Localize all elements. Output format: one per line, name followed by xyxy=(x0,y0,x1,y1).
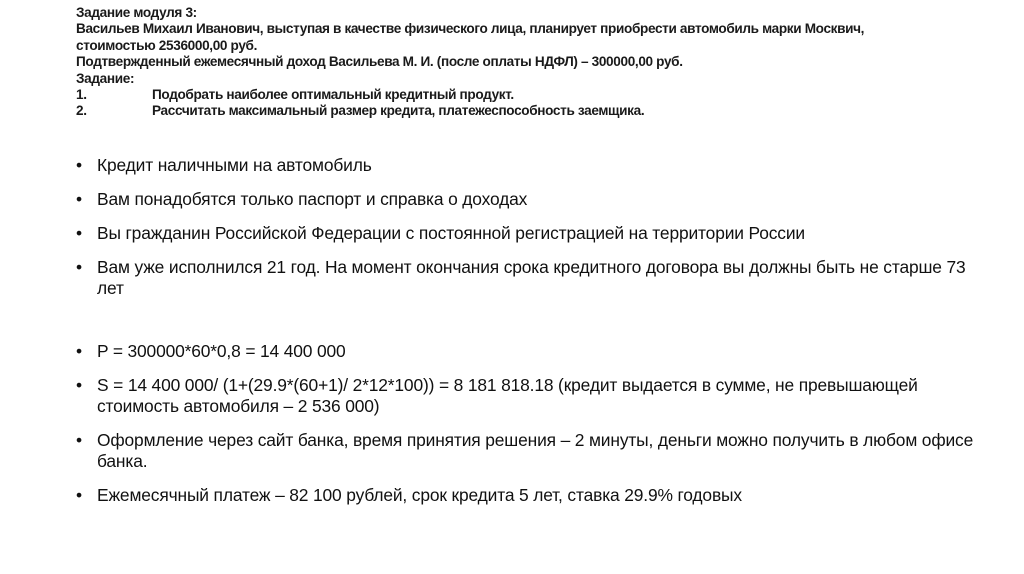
bullet-marker: • xyxy=(76,223,82,243)
task-text: Рассчитать максимальный размер кредита, платежеспособность заемщика. xyxy=(152,103,645,119)
task-description-line: стоимостью 2536000,00 руб. xyxy=(76,37,258,53)
list-item xyxy=(76,223,976,244)
bullet-marker: • xyxy=(76,485,82,505)
task-text: Подобрать наиболее оптимальный кредитный продукт. xyxy=(152,87,514,103)
list-item xyxy=(76,189,976,210)
task-item xyxy=(76,103,976,119)
task-label: Задание: xyxy=(76,70,135,86)
bullet-text: Вы гражданин Российской Федерации с постоянной регистрацией на территории России xyxy=(97,223,805,243)
bullet-text: Оформление через сайт банка, время принятия решения – 2 минуты, деньги можно получить в любом офисе банка. xyxy=(97,430,974,471)
bullet-text: P = 300000*60*0,8 = 14 400 000 xyxy=(97,341,346,361)
task-description-line: Васильев Михаил Иванович, выступая в качестве физического лица, планирует приобрести автомобиль марки Москвич, xyxy=(76,21,865,37)
bullet-marker: • xyxy=(76,341,82,361)
bullet-text: Вам уже исполнился 21 год. На момент окончания срока кредитного договора вы должны быть не старше 73 лет xyxy=(97,257,966,298)
task-header xyxy=(76,5,976,120)
bullet-marker: • xyxy=(76,257,82,277)
task-number: 1. xyxy=(76,87,87,103)
bullet-list xyxy=(76,155,976,506)
bullet-text: S = 14 400 000/ (1+(29.9*(60+1)/ 2*12*100)) = 8 181 818.18 (кредит выдается в сумме, не превышающей стоимость автомобиля – 2 536 000) xyxy=(97,375,918,416)
list-item xyxy=(76,257,976,299)
bullet-marker: • xyxy=(76,430,82,450)
list-item xyxy=(76,430,976,472)
bullet-marker: • xyxy=(76,155,82,175)
list-item xyxy=(76,375,976,417)
income-line: Подтвержденный ежемесячный доход Васильева М. И. (после оплаты НДФЛ) – 300000,00 руб. xyxy=(76,54,683,70)
task-item xyxy=(76,87,976,103)
module-title: Задание модуля 3: xyxy=(76,5,197,20)
bullet-marker: • xyxy=(76,375,82,395)
bullet-marker: • xyxy=(76,189,82,209)
list-item xyxy=(76,485,976,506)
bullet-text: Ежемесячный платеж – 82 100 рублей, срок кредита 5 лет, ставка 29.9% годовых xyxy=(97,485,742,505)
list-item xyxy=(76,155,976,176)
task-number: 2. xyxy=(76,103,87,119)
bullet-text: Вам понадобятся только паспорт и справка о доходах xyxy=(97,189,528,209)
bullet-text: Кредит наличными на автомобиль xyxy=(97,155,372,175)
list-item xyxy=(76,341,976,362)
